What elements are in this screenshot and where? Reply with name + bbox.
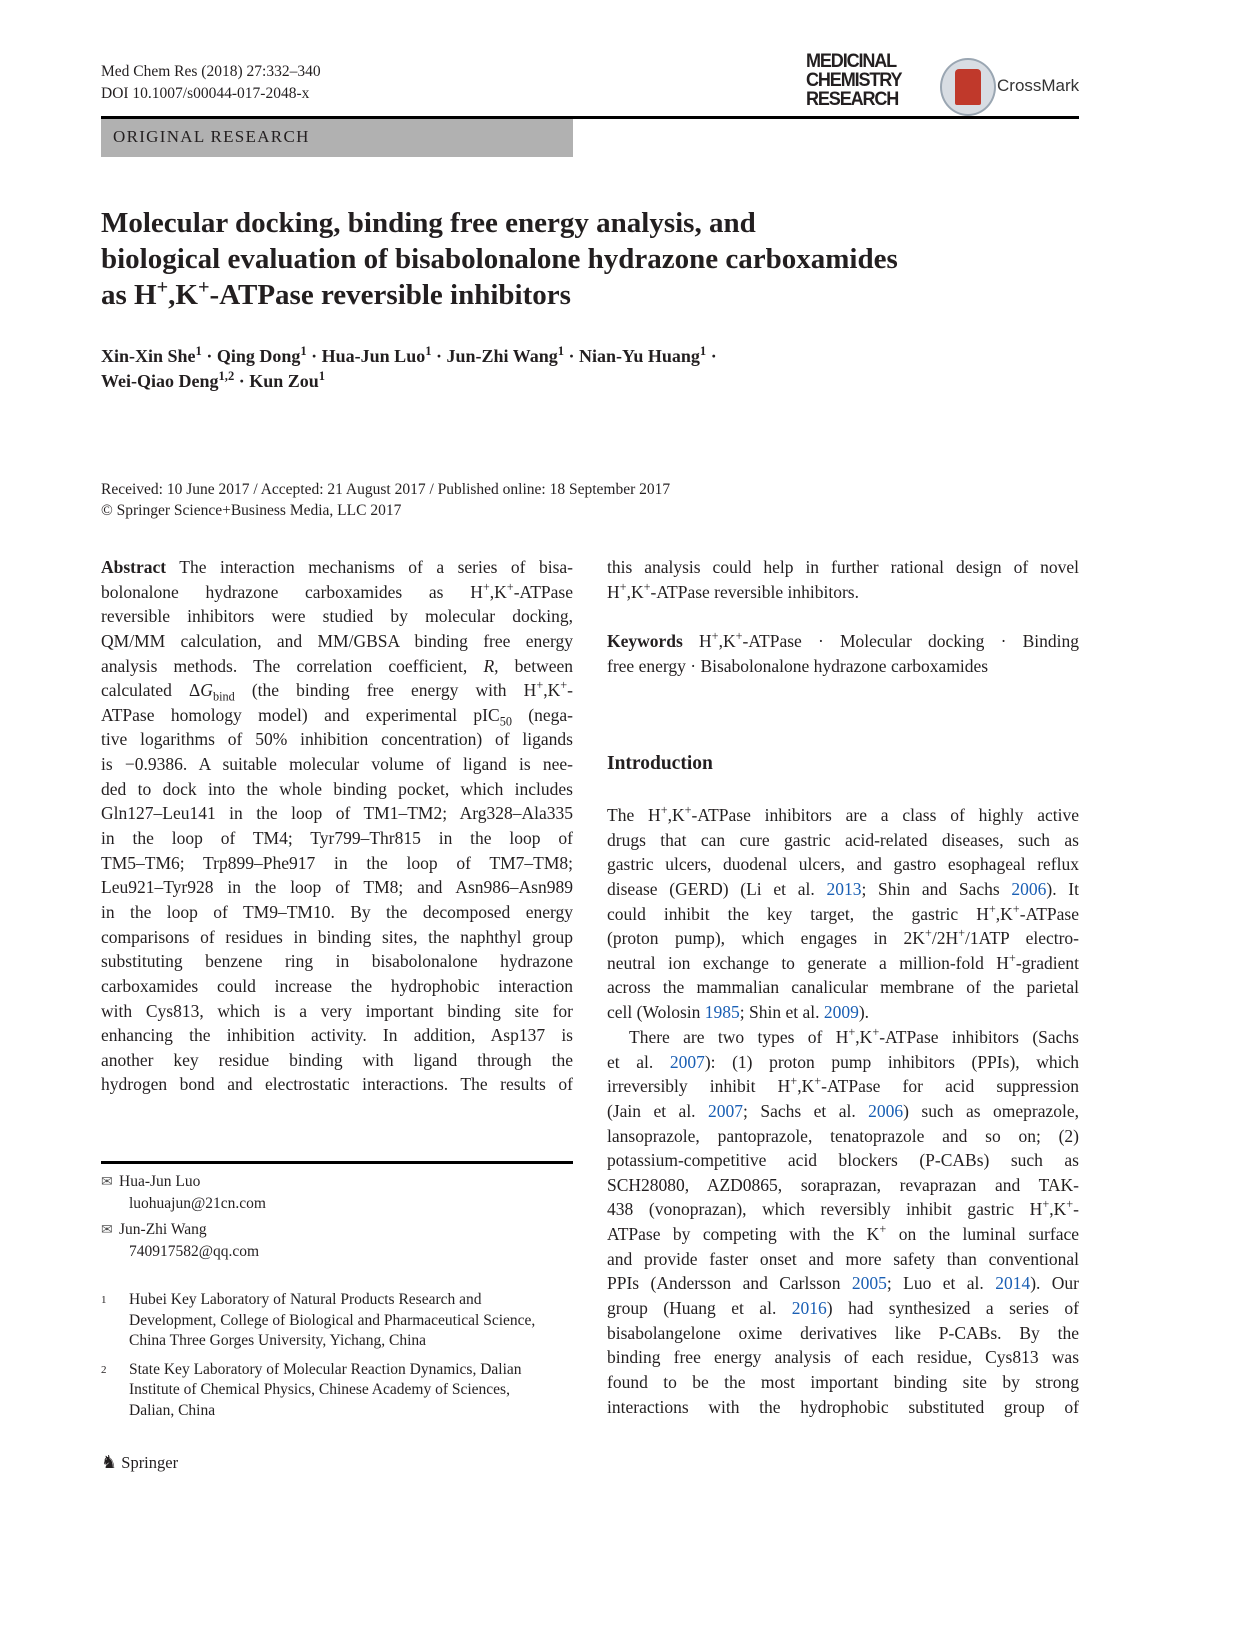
title-line: biological evaluation of bisabolonalone hydrazone carboxamides: [101, 243, 898, 275]
text-line: ATPase homology model) and experimental pIC$_{50}$ (nega-: [101, 704, 573, 729]
introduction-paragraph-1: [607, 803, 1079, 1025]
superscript: 1,2: [218, 369, 235, 383]
text-line: cell (Wolosin 1985; Shin et al. 2009).: [607, 1002, 870, 1023]
superscript: +: [660, 803, 668, 818]
text-line: interactions with the hydrophobic substituted group of: [607, 1396, 1079, 1417]
text-line: binding free energy analysis of each residue, Cys813 was: [607, 1347, 1079, 1368]
affiliations: [101, 1290, 581, 1421]
envelope-icon: ✉: [101, 1223, 113, 1238]
text-line: substituting benzene ring in bisabolonalone hydrazone: [101, 951, 573, 972]
superscript: +: [790, 1074, 798, 1089]
text-line: lansoprazole, pantoprazole, tenatoprazole and so on; (2): [607, 1125, 1079, 1146]
text-line: irreversibly inhibit H+,K+-ATPase for acid suppression: [607, 1074, 1079, 1097]
text-line: H+,K+-ATPase reversible inhibitors.: [607, 579, 859, 602]
text-line: carboxamides could increase the hydrophobic interaction: [101, 975, 573, 996]
text-line: group (Huang et al. 2016) had synthesized a series of: [607, 1298, 1079, 1319]
text-line: hydrogen bond and electrostatic interactions. The results of: [101, 1074, 573, 1095]
text-line: (Jain et al. 2007; Sachs et al. 2006) such as omeprazole,: [607, 1100, 1079, 1121]
author-list: [101, 344, 717, 394]
abstract-continued: [607, 555, 1079, 604]
copyright-line: © Springer Science+Business Media, LLC 2017: [101, 501, 402, 519]
superscript: +: [924, 926, 932, 941]
citation-link[interactable]: 2006: [868, 1100, 904, 1121]
section-label: ORIGINAL RESEARCH: [113, 127, 310, 146]
logo-line: MEDICINAL: [806, 51, 897, 72]
superscript: +: [156, 276, 169, 299]
introduction-paragraph-2: [607, 1025, 1079, 1419]
citation-link[interactable]: 2007: [669, 1051, 705, 1072]
text-line: Leu921–Tyr928 in the loop of TM8; and Asn986–Asn989: [101, 877, 573, 898]
journal-logo: [806, 52, 901, 109]
logo-line: RESEARCH: [806, 89, 899, 110]
affiliation: 2 State Key Laboratory of Molecular Reaction Dynamics, Dalian Institute of Chemical Physics, Chinese Academy of Sciences, Dalian, China: [101, 1360, 581, 1422]
superscript: +: [814, 1074, 822, 1089]
title-line: as H+,K+-ATPase reversible inhibitors: [101, 276, 571, 311]
text-line: this analysis could help in further rational design of novel: [607, 557, 1079, 577]
introduction-heading: [607, 752, 1079, 777]
author-name: Jun-Zhi Wang: [119, 1221, 207, 1238]
affiliation-line: China Three Gorges University, Yichang, China: [129, 1332, 427, 1349]
italic-symbol: G: [200, 680, 213, 701]
superscript: +: [879, 1222, 887, 1237]
citation-link[interactable]: 2009: [823, 1002, 859, 1023]
affiliation-line: State Key Laboratory of Molecular Reaction Dynamics, Dalian: [129, 1360, 522, 1378]
title-line: Molecular docking, binding free energy analysis, and: [101, 207, 756, 239]
superscript: +: [848, 1025, 856, 1040]
superscript: 1: [557, 344, 565, 358]
envelope-icon: ✉: [101, 1175, 113, 1190]
text-line: bolonalone hydrazone carboxamides as H+,K+-ATPase: [101, 579, 573, 602]
superscript: +: [1008, 951, 1016, 966]
author-name: Hua-Jun Luo: [119, 1173, 201, 1190]
citation-link[interactable]: 2014: [995, 1273, 1031, 1294]
superscript: +: [735, 629, 743, 644]
text-line: drugs that can cure gastric acid-related diseases, such as: [607, 829, 1079, 850]
text-line: enhancing the inhibition activity. In addition, Asp137 is: [101, 1025, 573, 1046]
text-line: analysis methods. The correlation coefficient, R, between: [101, 655, 573, 676]
section-heading: Introduction: [607, 753, 713, 774]
text-line: across the mammalian canalicular membrane of the parietal: [607, 977, 1079, 998]
publisher-footer: [101, 1452, 178, 1473]
citation-link[interactable]: 2007: [708, 1100, 744, 1121]
affiliation-line: Hubei Key Laboratory of Natural Products Research and: [129, 1291, 482, 1308]
citation-link[interactable]: 2016: [791, 1298, 827, 1319]
text-line: in the loop of TM9–TM10. By the decomposed energy: [101, 901, 573, 922]
text-line: with Cys813, which is a very important binding site for: [101, 1000, 573, 1021]
text-line: disease (GERD) (Li et al. 2013; Shin and Sachs 2006). It: [607, 878, 1079, 899]
bold-label: Keywords: [607, 631, 683, 651]
superscript: 1: [425, 344, 432, 358]
superscript: 1: [699, 344, 707, 358]
text-line: and provide faster onset and more safety than conventional: [607, 1248, 1079, 1269]
superscript: +: [482, 579, 490, 594]
footnote-rule: [101, 1161, 573, 1164]
text-line: neutral ion exchange to generate a million-fold H+-gradient: [607, 951, 1079, 973]
crossmark-icon[interactable]: [940, 58, 996, 116]
affiliation-line: Development, College of Biological and Pharmaceutical Science,: [129, 1311, 536, 1329]
publisher-name: Springer: [121, 1453, 179, 1472]
text-line: PPIs (Andersson and Carlsson 2005; Luo et al. 2014). Our: [607, 1273, 1080, 1294]
superscript: +: [619, 579, 627, 594]
text-line: QM/MM calculation, and MM/GBSA binding free energy: [101, 630, 573, 651]
text-line: Abstract The interaction mechanisms of a series of bisa-: [101, 557, 573, 577]
text-line: Keywords H+,K+-ATPase · Molecular docking · Binding: [607, 629, 1079, 651]
citation-link[interactable]: 2006: [1011, 878, 1047, 899]
text-line: comparisons of residues in binding sites, the naphthyl group: [101, 926, 573, 947]
text-line: TM5–TM6; Trp899–Phe917 in the loop of TM7–TM8;: [101, 852, 573, 873]
superscript: +: [643, 579, 651, 594]
superscript: +: [1012, 901, 1020, 916]
text-line: is −0.9386. A suitable molecular volume of ligand is nee-: [101, 754, 573, 775]
citation-link[interactable]: 1985: [704, 1002, 740, 1023]
correspondence-entry: [101, 1220, 266, 1262]
text-line: SCH28080, AZD0865, soraprazan, revaprazan and TAK-: [607, 1174, 1079, 1195]
dates-line: Received: 10 June 2017 / Accepted: 21 August 2017 / Published online: 18 September 2017: [101, 481, 671, 498]
superscript: +: [872, 1025, 880, 1040]
citation-link[interactable]: 2005: [851, 1273, 887, 1294]
subscript: 50: [499, 714, 512, 729]
citation-link[interactable]: 2013: [826, 878, 862, 899]
text-line: found to be the most important binding site by strong: [607, 1371, 1079, 1392]
text-line: et al. 2007): (1) proton pump inhibitors (PPIs), which: [607, 1051, 1080, 1072]
superscript: 1: [300, 344, 307, 358]
citation-text: Med Chem Res (2018) 27:332–340: [101, 63, 321, 80]
text-line: bisabolangelone oxime derivatives like P-CABs. By the: [607, 1322, 1079, 1343]
superscript: +: [1066, 1197, 1074, 1212]
text-line: in the loop of TM4; Tyr799–Thr815 in the loop of: [101, 828, 573, 849]
text-line: calculated $\Delta G_{bind}$ (the binding free energy with H+,K+-: [101, 678, 573, 704]
crossmark-label[interactable]: CrossMark: [997, 76, 1080, 95]
text-line: could inhibit the key target, the gastric H+,K+-ATPase: [607, 901, 1079, 924]
superscript: +: [711, 629, 719, 644]
text-line: tive logarithms of 50% inhibition concentration) of ligands: [101, 729, 573, 750]
journal-citation: [101, 61, 321, 105]
authors-line: Xin-Xin She$^1$ · Qing Dong$^1$ · Hua-Jun Luo$^1$ · Jun-Zhi Wang$^1$ · Nian-Yu Huang$^1$ ·: [101, 344, 717, 366]
superscript: +: [684, 803, 692, 818]
superscript: +: [197, 276, 210, 299]
text-line: Gln127–Leu141 in the loop of TM1–TM2; Arg328–Ala335: [101, 803, 573, 824]
author-email[interactable]: luohuajun@21cn.com: [129, 1194, 266, 1212]
superscript: +: [560, 678, 568, 693]
subscript: bind: [212, 689, 235, 704]
text-line: 438 (vonoprazan), which reversibly inhibit gastric H+,K+-: [607, 1197, 1079, 1220]
text-line: gastric ulcers, duodenal ulcers, and gastro esophageal reflux: [607, 854, 1079, 875]
affiliation-line: Institute of Chemical Physics, Chinese Academy of Sciences,: [129, 1381, 510, 1398]
text-line: ded to dock into the whole binding pocket, which includes: [101, 778, 573, 799]
text-line: another key residue binding with ligand through the: [101, 1049, 573, 1070]
text-line: The H+,K+-ATPase inhibitors are a class of highly active: [607, 803, 1079, 825]
doi-link[interactable]: DOI 10.1007/s00044-017-2048-x: [101, 85, 310, 102]
section-banner: [101, 119, 573, 157]
keywords: [607, 629, 1079, 678]
text-line: (proton pump), which engages in 2K+/2H+/1ATP electro-: [607, 926, 1080, 949]
text-line: There are two types of H+,K+-ATPase inhibitors (Sachs: [629, 1025, 1079, 1047]
superscript: 1: [318, 369, 326, 383]
text-line: ATPase by competing with the K+ on the luminal surface: [607, 1222, 1079, 1245]
superscript: +: [988, 901, 996, 916]
springer-horse-icon: ♞: [101, 1452, 118, 1472]
publication-dates: [101, 480, 670, 521]
affiliation: 1 Hubei Key Laboratory of Natural Products Research and Development, College of Biological and Pharmaceutical Science, China Three Gorges University, Yichang, China: [101, 1290, 581, 1352]
paper-title: [101, 205, 898, 313]
text-line: potassium-competitive acid blockers (P-CABs) such as: [607, 1150, 1079, 1171]
text-line: free energy · Bisabolonalone hydrazone carboxamides: [607, 655, 989, 676]
author-email[interactable]: 740917582@qq.com: [129, 1242, 260, 1260]
text-line: reversible inhibitors were studied by molecular docking,: [101, 606, 573, 627]
superscript: 1: [195, 344, 202, 358]
abstract: [101, 555, 573, 1097]
logo-line: CHEMISTRY: [806, 70, 902, 91]
superscript: +: [1042, 1197, 1050, 1212]
superscript: +: [536, 678, 544, 693]
correspondence: [101, 1172, 266, 1262]
affiliation-line: Dalian, China: [129, 1401, 216, 1419]
italic-symbol: R: [483, 655, 495, 676]
authors-line: Wei-Qiao Deng$^{1,2}$ · Kun Zou$^1$: [101, 369, 326, 391]
bold-label: Abstract: [101, 557, 167, 577]
superscript: +: [958, 926, 966, 941]
correspondence-entry: [101, 1172, 266, 1214]
superscript: +: [506, 579, 514, 594]
